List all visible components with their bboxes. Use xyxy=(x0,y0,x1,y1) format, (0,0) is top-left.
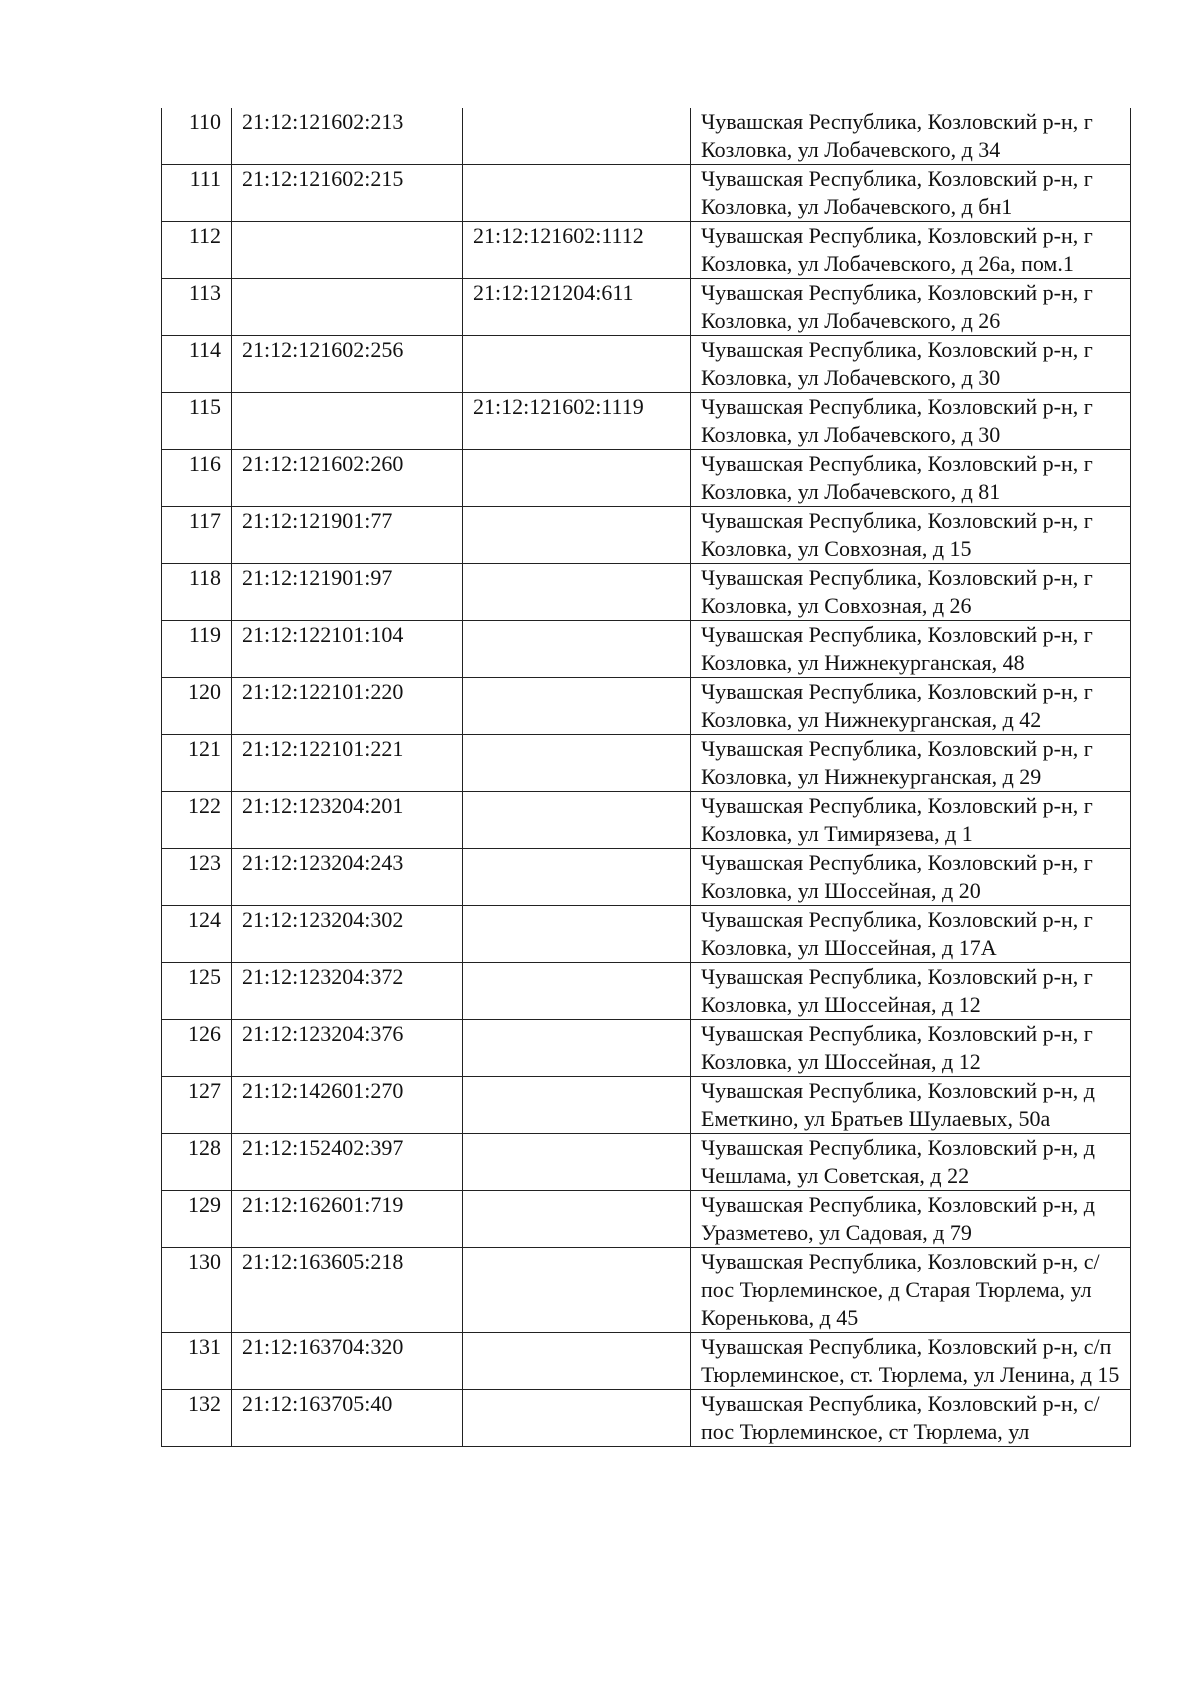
address-cell: Чувашская Республика, Козловский р-н, г Козловка, ул Лобачевского, д 81 xyxy=(691,450,1131,507)
land-cadastral-number-cell: 21:12:122101:220 xyxy=(232,678,463,735)
address-cell: Чувашская Республика, Козловский р-н, с/пос Тюрлеминское, ст Тюрлема, ул xyxy=(691,1390,1131,1447)
land-cadastral-number-cell: 21:12:163704:320 xyxy=(232,1333,463,1390)
building-cadastral-number-cell xyxy=(463,564,691,621)
property-table xyxy=(161,108,1131,1447)
building-cadastral-number-cell: 21:12:121204:611 xyxy=(463,279,691,336)
row-number-cell: 112 xyxy=(162,222,232,279)
address-cell: Чувашская Республика, Козловский р-н, г Козловка, ул Шоссейная, д 12 xyxy=(691,963,1131,1020)
building-cadastral-number-cell xyxy=(463,1390,691,1447)
building-cadastral-number-cell xyxy=(463,507,691,564)
building-cadastral-number-cell xyxy=(463,1134,691,1191)
address-cell: Чувашская Республика, Козловский р-н, г Козловка, ул Лобачевского, д 26а, пом.1 xyxy=(691,222,1131,279)
land-cadastral-number-cell xyxy=(232,222,463,279)
row-number-cell: 127 xyxy=(162,1077,232,1134)
table-row xyxy=(162,507,1131,564)
table-row xyxy=(162,1191,1131,1248)
row-number-cell: 128 xyxy=(162,1134,232,1191)
table-row xyxy=(162,792,1131,849)
address-cell: Чувашская Республика, Козловский р-н, г Козловка, ул Тимирязева, д 1 xyxy=(691,792,1131,849)
land-cadastral-number-cell: 21:12:121602:256 xyxy=(232,336,463,393)
building-cadastral-number-cell: 21:12:121602:1112 xyxy=(463,222,691,279)
address-cell: Чувашская Республика, Козловский р-н, г Козловка, ул Совхозная, д 26 xyxy=(691,564,1131,621)
table-row xyxy=(162,222,1131,279)
row-number-cell: 113 xyxy=(162,279,232,336)
address-cell: Чувашская Республика, Козловский р-н, г Козловка, ул Лобачевского, д 30 xyxy=(691,336,1131,393)
land-cadastral-number-cell xyxy=(232,393,463,450)
building-cadastral-number-cell xyxy=(463,849,691,906)
row-number-cell: 114 xyxy=(162,336,232,393)
land-cadastral-number-cell: 21:12:122101:221 xyxy=(232,735,463,792)
row-number-cell: 111 xyxy=(162,165,232,222)
row-number-cell: 123 xyxy=(162,849,232,906)
address-cell: Чувашская Республика, Козловский р-н, г Козловка, ул Нижнекурганская, д 29 xyxy=(691,735,1131,792)
land-cadastral-number-cell: 21:12:163605:218 xyxy=(232,1248,463,1333)
building-cadastral-number-cell xyxy=(463,1020,691,1077)
building-cadastral-number-cell xyxy=(463,792,691,849)
land-cadastral-number-cell xyxy=(232,279,463,336)
address-cell: Чувашская Республика, Козловский р-н, с/п Тюрлеминское, ст. Тюрлема, ул Ленина, д 15 xyxy=(691,1333,1131,1390)
table-row xyxy=(162,564,1131,621)
land-cadastral-number-cell: 21:12:121602:215 xyxy=(232,165,463,222)
table-row xyxy=(162,1390,1131,1447)
table-row xyxy=(162,906,1131,963)
row-number-cell: 132 xyxy=(162,1390,232,1447)
table-row xyxy=(162,735,1131,792)
row-number-cell: 110 xyxy=(162,108,232,165)
land-cadastral-number-cell: 21:12:163705:40 xyxy=(232,1390,463,1447)
land-cadastral-number-cell: 21:12:121901:97 xyxy=(232,564,463,621)
building-cadastral-number-cell xyxy=(463,678,691,735)
address-cell: Чувашская Республика, Козловский р-н, д Еметкино, ул Братьев Шулаевых, 50а xyxy=(691,1077,1131,1134)
building-cadastral-number-cell xyxy=(463,963,691,1020)
address-cell: Чувашская Республика, Козловский р-н, г Козловка, ул Нижнекурганская, 48 xyxy=(691,621,1131,678)
land-cadastral-number-cell: 21:12:123204:376 xyxy=(232,1020,463,1077)
land-cadastral-number-cell: 21:12:121901:77 xyxy=(232,507,463,564)
table-row xyxy=(162,108,1131,165)
land-cadastral-number-cell: 21:12:121602:260 xyxy=(232,450,463,507)
building-cadastral-number-cell xyxy=(463,450,691,507)
table-row xyxy=(162,678,1131,735)
land-cadastral-number-cell: 21:12:122101:104 xyxy=(232,621,463,678)
row-number-cell: 131 xyxy=(162,1333,232,1390)
row-number-cell: 125 xyxy=(162,963,232,1020)
address-cell: Чувашская Республика, Козловский р-н, д Уразметево, ул Садовая, д 79 xyxy=(691,1191,1131,1248)
row-number-cell: 115 xyxy=(162,393,232,450)
building-cadastral-number-cell xyxy=(463,906,691,963)
row-number-cell: 119 xyxy=(162,621,232,678)
building-cadastral-number-cell xyxy=(463,735,691,792)
row-number-cell: 120 xyxy=(162,678,232,735)
table-row xyxy=(162,1333,1131,1390)
address-cell: Чувашская Республика, Козловский р-н, г Козловка, ул Нижнекурганская, д 42 xyxy=(691,678,1131,735)
row-number-cell: 117 xyxy=(162,507,232,564)
table-row xyxy=(162,393,1131,450)
address-cell: Чувашская Республика, Козловский р-н, г Козловка, ул Лобачевского, д 30 xyxy=(691,393,1131,450)
address-cell: Чувашская Республика, Козловский р-н, г Козловка, ул Лобачевского, д бн1 xyxy=(691,165,1131,222)
land-cadastral-number-cell: 21:12:142601:270 xyxy=(232,1077,463,1134)
table-body xyxy=(162,108,1131,1447)
table-row xyxy=(162,1020,1131,1077)
land-cadastral-number-cell: 21:12:123204:243 xyxy=(232,849,463,906)
address-cell: Чувашская Республика, Козловский р-н, д Чешлама, ул Советская, д 22 xyxy=(691,1134,1131,1191)
row-number-cell: 116 xyxy=(162,450,232,507)
table-row xyxy=(162,450,1131,507)
land-cadastral-number-cell: 21:12:123204:372 xyxy=(232,963,463,1020)
address-cell: Чувашская Республика, Козловский р-н, с/пос Тюрлеминское, д Старая Тюрлема, ул Коренькова, д 45 xyxy=(691,1248,1131,1333)
table-row xyxy=(162,621,1131,678)
building-cadastral-number-cell xyxy=(463,108,691,165)
building-cadastral-number-cell xyxy=(463,165,691,222)
land-cadastral-number-cell: 21:12:152402:397 xyxy=(232,1134,463,1191)
table-row xyxy=(162,336,1131,393)
land-cadastral-number-cell: 21:12:121602:213 xyxy=(232,108,463,165)
land-cadastral-number-cell: 21:12:162601:719 xyxy=(232,1191,463,1248)
table-row xyxy=(162,1077,1131,1134)
address-cell: Чувашская Республика, Козловский р-н, г Козловка, ул Шоссейная, д 20 xyxy=(691,849,1131,906)
table-row xyxy=(162,963,1131,1020)
building-cadastral-number-cell: 21:12:121602:1119 xyxy=(463,393,691,450)
table-row xyxy=(162,849,1131,906)
building-cadastral-number-cell xyxy=(463,621,691,678)
land-cadastral-number-cell: 21:12:123204:302 xyxy=(232,906,463,963)
table-row xyxy=(162,165,1131,222)
table-row xyxy=(162,279,1131,336)
building-cadastral-number-cell xyxy=(463,1077,691,1134)
row-number-cell: 122 xyxy=(162,792,232,849)
row-number-cell: 130 xyxy=(162,1248,232,1333)
address-cell: Чувашская Республика, Козловский р-н, г Козловка, ул Шоссейная, д 12 xyxy=(691,1020,1131,1077)
address-cell: Чувашская Республика, Козловский р-н, г Козловка, ул Совхозная, д 15 xyxy=(691,507,1131,564)
row-number-cell: 124 xyxy=(162,906,232,963)
address-cell: Чувашская Республика, Козловский р-н, г Козловка, ул Лобачевского, д 26 xyxy=(691,279,1131,336)
building-cadastral-number-cell xyxy=(463,336,691,393)
row-number-cell: 121 xyxy=(162,735,232,792)
row-number-cell: 129 xyxy=(162,1191,232,1248)
table-row xyxy=(162,1134,1131,1191)
address-cell: Чувашская Республика, Козловский р-н, г Козловка, ул Шоссейная, д 17А xyxy=(691,906,1131,963)
table-row xyxy=(162,1248,1131,1333)
land-cadastral-number-cell: 21:12:123204:201 xyxy=(232,792,463,849)
building-cadastral-number-cell xyxy=(463,1333,691,1390)
row-number-cell: 118 xyxy=(162,564,232,621)
building-cadastral-number-cell xyxy=(463,1191,691,1248)
row-number-cell: 126 xyxy=(162,1020,232,1077)
building-cadastral-number-cell xyxy=(463,1248,691,1333)
address-cell: Чувашская Республика, Козловский р-н, г Козловка, ул Лобачевского, д 34 xyxy=(691,108,1131,165)
